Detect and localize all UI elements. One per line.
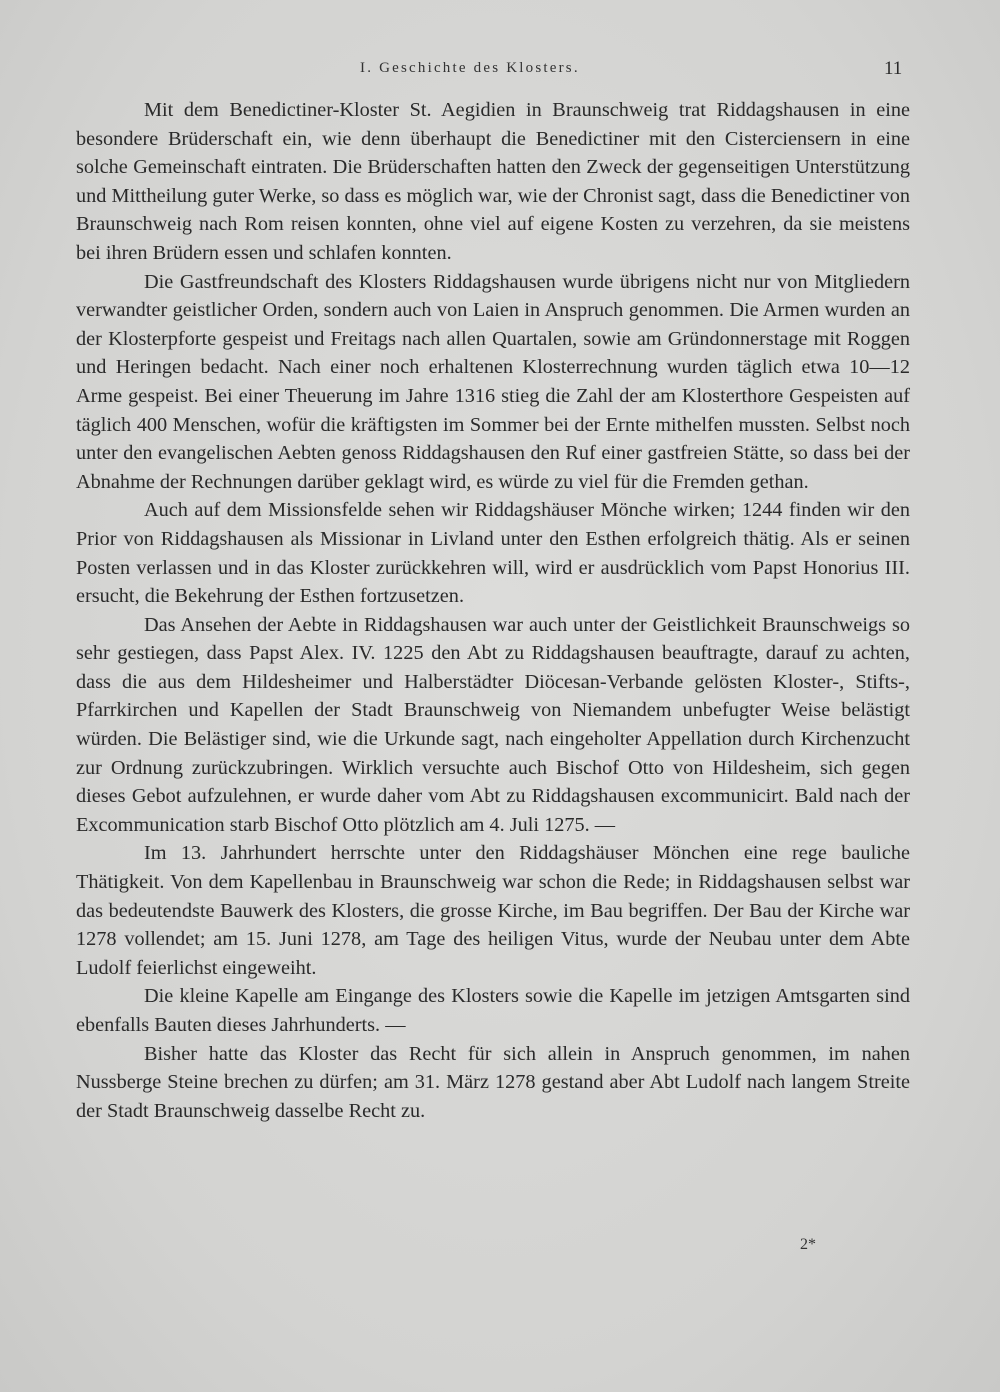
paragraph: Auch auf dem Missionsfelde sehen wir Riddagshäuser Mönche wirken; 1244 finden wir den Prior von Riddagshausen als Missionar in Livland unter den Esthen erfolgreich thätig. Als er seinen Posten verlassen und in das Kloster zurückkehren will, wird er ausdrücklich vom Papst Honorius III. ersucht, die Bekehrung der Esthen fortzusetzen. [76, 499, 910, 608]
page-number: 11 [884, 58, 903, 79]
paragraph: Die Gastfreundschaft des Klosters Riddagshausen wurde übrigens nicht nur von Mitgliedern verwandter geistlicher Orden, sondern auch von Laien in Anspruch genommen. Die Armen wurden an der Klosterpforte gespeist und Freitags nach allen Quartalen, sowie am Gründonnerstage mit Roggen und Heringen bedacht. Nach einer noch erhaltenen Klosterrechnung wurden täglich etwa 10—12 Arme gespeist. Bei einer Theuerung im Jahre 1316 stieg die Zahl der am Klosterthore Gespeisten auf täglich 400 Menschen, wofür die kräftigsten im Sommer bei der Ernte mithelfen mussten. Selbst noch unter den evangelischen Aebten genoss Riddagshausen den Ruf einer gastfreien Stätte, so dass bei der Abnahme der Rechnungen darüber geklagt wird, es würde zu viel für die Fremden gethan. [76, 270, 910, 493]
body-text [76, 96, 910, 1125]
paragraph: Bisher hatte das Kloster das Recht für sich allein in Anspruch genommen, im nahen Nussberge Steine brechen zu dürfen; am 31. März 1278 gestand aber Abt Ludolf nach langem Streite der Stadt Braunschweig dasselbe Recht zu. [76, 1042, 910, 1122]
paragraph: Die kleine Kapelle am Eingange des Klosters sowie die Kapelle im jetzigen Amtsgarten sind ebenfalls Bauten dieses Jahrhunderts. — [76, 985, 910, 1036]
paragraph: Mit dem Benedictiner-Kloster St. Aegidien in Braunschweig trat Riddagshausen in eine besondere Brüderschaft ein, wie denn überhaupt die Benedictiner mit den Cisterciensern in eine solche Gemeinschaft eintraten. Die Brüderschaften hatten den Zweck der gegenseitigen Unterstützung und Mittheilung guter Werke, so dass es möglich war, wie der Chronist sagt, dass die Benedictiner von Braunschweig nach Rom reisen konnten, ohne viel auf eigene Kosten zu verzehren, da sie meistens bei ihren Brüdern essen und schlafen konnten. [76, 99, 910, 264]
signature-mark: 2* [800, 1236, 816, 1253]
running-head: I. Geschichte des Klosters. [360, 60, 580, 76]
paragraph: Das Ansehen der Aebte in Riddagshausen war auch unter der Geistlichkeit Braunschweigs so sehr gestiegen, dass Papst Alex. IV. 1225 den Abt zu Riddagshausen beauftragte, darauf zu achten, dass die aus dem Hildesheimer und Halberstädter Diöcesan-Verbande gelösten Kloster-, Stifts-, Pfarrkirchen und Kapellen der Stadt Braunschweig von Niemandem unbefugter Weise belästigt würden. Die Belästiger sind, wie die Urkunde sagt, nach eingeholter Appellation durch Kirchenzucht zur Ordnung zurückzubringen. Wirklich versuchte auch Bischof Otto von Hildesheim, sich gegen dieses Gebot aufzulehnen, er wurde daher vom Abt zu Riddagshausen excommunicirt. Bald nach der Excommunication starb Bischof Otto plötzlich am 4. Juli 1275. — [76, 613, 910, 836]
paragraph: Im 13. Jahrhundert herrschte unter den Riddagshäuser Mönchen eine rege bauliche Thätigkeit. Von dem Kapellenbau in Braunschweig war schon die Rede; in Riddagshausen selbst war das bedeutendste Bauwerk des Klosters, die grosse Kirche, im Bau begriffen. Der Bau der Kirche war 1278 vollendet; am 15. Juni 1278, am Tage des heiligen Vitus, wurde der Neubau unter dem Abte Ludolf feierlichst eingeweiht. [76, 842, 910, 979]
